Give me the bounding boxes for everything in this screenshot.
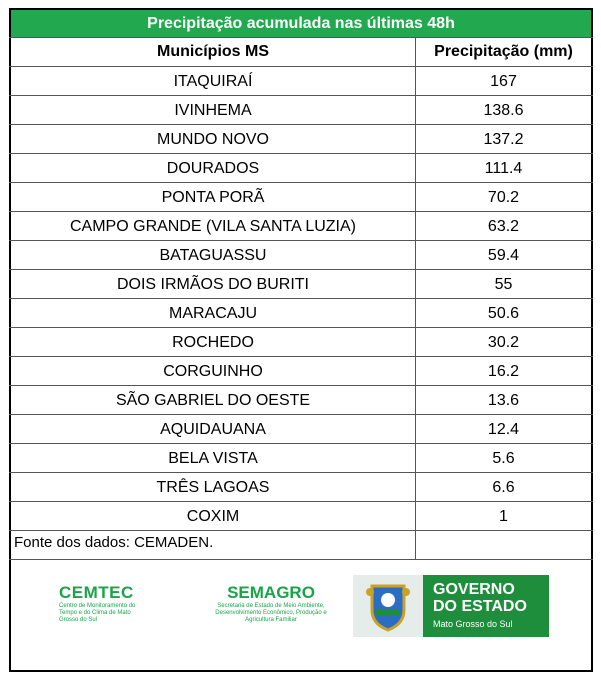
table-row [11, 154, 591, 183]
table-row [11, 183, 591, 212]
municipio-cell: BATAGUASSU [159, 246, 267, 264]
table-row [11, 125, 591, 154]
cemtec-subtitle: Centro de Monitoramento do Tempo e do Clima de Mato Grosso do Sul [59, 603, 136, 623]
precipitacao-cell: 167 [490, 72, 517, 90]
municipio-cell: IVINHEMA [174, 101, 252, 119]
municipio-cell: CORGUINHO [163, 362, 263, 380]
precipitacao-cell: 70.2 [487, 188, 520, 206]
municipio-cell: MARACAJU [168, 304, 257, 322]
logos-footer [11, 563, 591, 669]
divider [9, 530, 593, 531]
table-row [11, 67, 591, 96]
header-municipios: Municípios MS [157, 43, 269, 60]
municipio-cell: TRÊS LAGOAS [156, 478, 270, 496]
municipio-cell: DOIS IRMÃOS DO BURITI [116, 275, 309, 293]
governo-line2: DO ESTADO [433, 598, 527, 615]
precipitacao-cell: 138.6 [483, 101, 524, 119]
precipitacao-cell: 5.6 [492, 449, 515, 467]
precipitacao-cell: 50.6 [487, 304, 520, 322]
divider [9, 559, 593, 560]
table-row [11, 299, 591, 328]
precipitacao-cell: 13.6 [487, 391, 520, 409]
table-row [11, 241, 591, 270]
municipio-cell: BELA VISTA [168, 449, 258, 467]
municipio-cell: AQUIDAUANA [160, 420, 266, 438]
precipitacao-cell: 55 [494, 275, 513, 293]
governo-logo [353, 575, 549, 637]
municipio-cell: MUNDO NOVO [157, 130, 269, 148]
governo-text [423, 575, 549, 637]
table-row [11, 212, 591, 241]
governo-line1: GOVERNO [433, 581, 515, 598]
table-row [11, 357, 591, 386]
precipitacao-cell: 1 [499, 507, 508, 525]
precipitacao-cell: 6.6 [492, 478, 515, 496]
municipio-cell: CAMPO GRANDE (VILA SANTA LUZIA) [70, 217, 356, 235]
table-row [11, 270, 591, 299]
precipitacao-cell: 59.4 [487, 246, 520, 264]
table-title: Precipitação acumulada nas últimas 48h [11, 10, 591, 37]
cemtec-logo [59, 583, 149, 624]
cemtec-name: CEMTEC [59, 583, 134, 602]
table-row [11, 415, 591, 444]
table-row [11, 502, 591, 531]
municipio-cell: PONTA PORÃ [161, 188, 265, 206]
precipitacao-cell: 30.2 [487, 333, 520, 351]
column-divider [415, 37, 416, 559]
semagro-logo [201, 583, 341, 624]
precipitacao-cell: 16.2 [487, 362, 520, 380]
precipitacao-cell: 63.2 [487, 217, 520, 235]
table-row [11, 328, 591, 357]
precipitacao-cell: 111.4 [484, 159, 523, 177]
semagro-subtitle: Secretaria de Estado de Meio Ambiente, Desenvolvimento Econômico, Produção e Agricultura Familiar [215, 603, 327, 623]
table-row [11, 386, 591, 415]
municipio-cell: DOURADOS [166, 159, 260, 177]
semagro-name: SEMAGRO [227, 583, 315, 602]
table-row [11, 96, 591, 125]
municipio-cell: ITAQUIRAÍ [173, 72, 253, 90]
header-precipitacao: Precipitação (mm) [434, 43, 573, 60]
table-row [11, 473, 591, 502]
table-row [11, 444, 591, 473]
municipio-cell: ROCHEDO [172, 333, 254, 351]
precipitacao-cell: 12.4 [487, 420, 520, 438]
governo-line3: Mato Grosso do Sul [433, 619, 513, 629]
state-seal-icon [353, 575, 423, 637]
municipio-cell: SÃO GABRIEL DO OESTE [115, 391, 311, 409]
precipitacao-cell: 137.2 [483, 130, 524, 148]
municipio-cell: COXIM [186, 507, 240, 525]
source-note: Fonte dos dados: CEMADEN. [14, 534, 214, 551]
